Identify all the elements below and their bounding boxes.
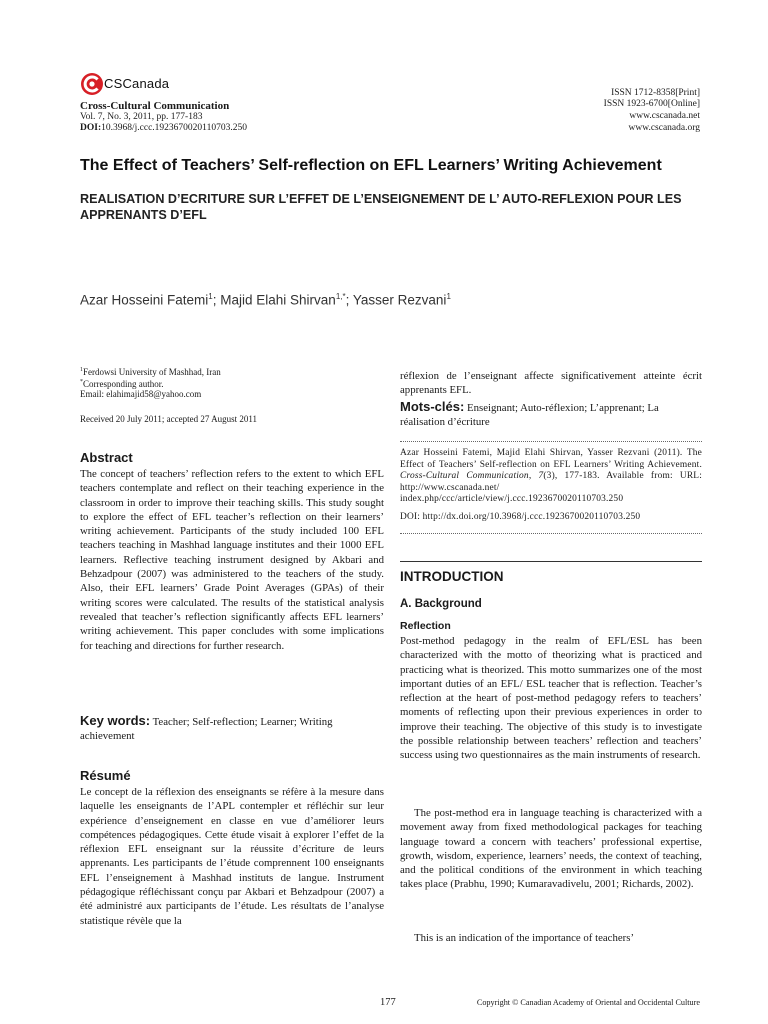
page-number: 177 xyxy=(380,997,396,1008)
publisher-brand: CSCanada xyxy=(104,76,170,91)
abstract-heading: Abstract xyxy=(80,450,133,465)
cscanada-logo-icon xyxy=(80,72,104,96)
keywords xyxy=(80,714,384,744)
author-name: Majid Elahi Shirvan xyxy=(220,292,336,308)
author-email[interactable]: Email: elahimajid58@yahoo.com xyxy=(80,389,202,399)
issn-print: ISSN 1712-8358[Print] xyxy=(611,88,700,98)
copyright: Copyright © Canadian Academy of Oriental and Occidental Culture xyxy=(476,998,700,1007)
title-english: The Effect of Teachers’ Self-reflection on EFL Learners’ Writing Achievement xyxy=(80,157,662,174)
site-link-net[interactable]: www.cscanada.net xyxy=(629,111,700,121)
received-dates: Received 20 July 2011; accepted 27 August 2011 xyxy=(80,414,258,424)
reflection-heading: Reflection xyxy=(400,620,451,632)
header-doi: DOI:10.3968/j.ccc.1923670020110703.250 xyxy=(80,123,247,133)
abstract-text: The concept of teachers’ reflection refers to the extent to which EFL teachers contemplate and reflect on their teaching experience in the classroom in order to improve their teaching skills. This study sought to explore the effect of EFL teacher’s reflection on their learners’ writing achievement. Participants of the study included 100 EFL teachers teaching in Mashhad language institutes and their 1000 EFL learners. Reflective teaching instrument designed by Akbari and Behzadpour (2007) was administered to the teachers of the study. Also, their EFL learners’ Grade Point Averages (GPAs) of their writing scores were calculated. The results of the statistical analysis revealed that teacher’s reflection significantly affects EFL learners’ writing achievement. This paper concludes with some implications for teaching and directions for further research. xyxy=(80,468,384,652)
volume-info: Vol. 7, No. 3, 2011, pp. 177-183 xyxy=(80,112,203,122)
journal-name: Cross-Cultural Communication xyxy=(80,100,230,112)
mots-cles-heading: Mots-clés: xyxy=(400,399,465,414)
keywords-text: Teacher; Self-reflection; Learner; Writing achievement xyxy=(80,716,333,743)
divider-top xyxy=(400,441,702,442)
intro-paragraph-2: The post-method era in language teaching is characterized with a movement away from fixed methodological packages for teaching language toward a concern with teachers’ professional expertise, growth, wisdom, experience, learners’ needs, the context of teaching, and the political conditions of the environment in which teaching takes place (Prabhu, 1990; Kumaravadivelu, 2001; Richards, 2002). xyxy=(400,807,702,891)
intro-paragraph-1: Post-method pedagogy in the realm of EFL/ESL has been characterized with the motto of theorizing what is practiced and practicing what is theorized. This motto summarizes one of the most important duties of an EFL/ ESL teacher that is reflection. Teacher’s reflection at the heart of post-method pedagogy refers to teachers’ moments of reflecting upon their previous experiences in order to improve their teaching. The objective of this study is to investigate the possible relationship between teachers’ reflection and teachers’ success using two questionnaires as the main instruments of research. xyxy=(400,635,702,762)
mots-cles-text: Enseignant; Auto-réflexion; L’apprenant; La réalisation d’écriture xyxy=(400,402,659,429)
citation-block: Azar Hosseini Fatemi, Majid Elahi Shirvan, Yasser Rezvani (2011). The Effect of Teachers’ Self-reflection on EFL Learners’ Writing Achievement. Cross-Cultural Communication, 7(3), 177-183. Available from: URL: http://www.cscanada.net/ index.php/ccc/article/view/j.ccc.1923670020110703.250 xyxy=(400,448,703,505)
citation-doi[interactable]: DOI: http://dx.doi.org/10.3968/j.ccc.1923670020110703.250 xyxy=(400,512,641,522)
resume-heading: Résumé xyxy=(80,768,131,783)
author-list: Azar Hosseini Fatemi$^1$; Majid Elahi Shirvan$^{1,*}$; Yasser Rezvani$^1$ xyxy=(80,292,451,308)
site-link-org[interactable]: www.cscanada.org xyxy=(628,123,700,133)
mots-cles xyxy=(400,400,702,430)
corresponding-note: *Corresponding author. xyxy=(80,379,164,389)
divider-bottom xyxy=(400,533,702,534)
keywords-heading: Key words: xyxy=(80,713,151,728)
resume-text-continued: réflexion de l’enseignant affecte significativement atteinte écrit apprenants EFL. xyxy=(400,370,702,397)
issn-online: ISSN 1923-6700[Online] xyxy=(603,99,700,109)
affiliation: $^1$Ferdowsi University of Mashhad, Iran xyxy=(80,367,221,377)
resume-text: Le concept de la réflexion des enseignants se réfère à la mesure dans laquelle les enseignants de l’APL contempler et réfléchir sur leur expérience d’enseignement en classe en vue d’améliorer leurs compétences pédagogiques. Cette étude visait à explorer l’effet de la réflexion EFL enseignant sur la réussite d’écriture de leurs apprenants. Les participants de l’étude comprennent 100 enseignants EFL l’enseignement à Mashhad instituts de langue. Instrument pédagogique réfléchissant conçu par Akbari et Behzadpour (2007) a été administré aux participants de l’étude. Les résultats de l’analyse statistique révèle que la xyxy=(80,786,384,927)
title-french: REALISATION D’ECRITURE SUR L’EFFET DE L’ENSEIGNEMENT DE L’ AUTO-REFLEXION POUR LES APPRENANTS D’EFL xyxy=(80,192,682,222)
background-heading: A. Background xyxy=(400,598,482,610)
introduction-heading: INTRODUCTION xyxy=(400,569,504,584)
intro-paragraph-3: This is an indication of the importance of teachers’ xyxy=(414,932,635,944)
author-name: Azar Hosseini Fatemi xyxy=(80,292,209,308)
author-name: Yasser Rezvani xyxy=(352,292,447,308)
intro-rule xyxy=(400,561,702,562)
